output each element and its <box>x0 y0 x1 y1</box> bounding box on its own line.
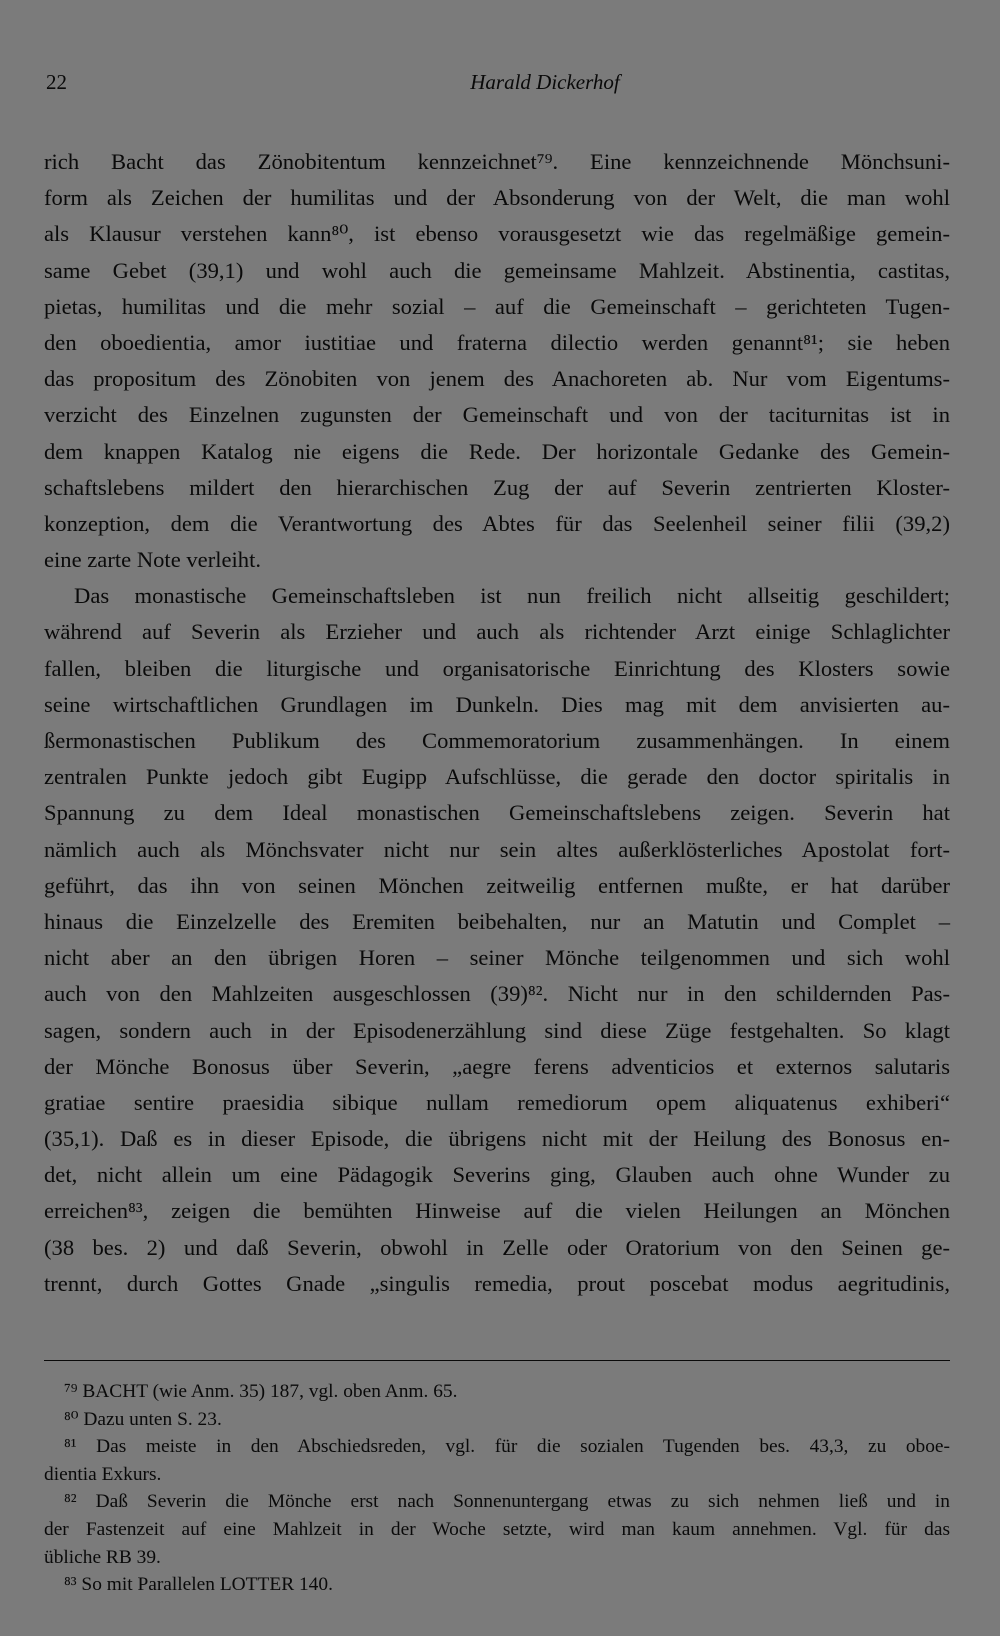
body-line: zentralen Punkte jedoch gibt Eugipp Aufschlüsse, die gerade den doctor spiritalis in <box>44 764 950 790</box>
body-line: erreichen⁸³, zeigen die bemühten Hinweise auf die vielen Heilungen an Mönchen <box>44 1198 950 1224</box>
body-line: auch von den Mahlzeiten ausgeschlossen (39)⁸². Nicht nur in den schildernden Pas- <box>44 981 950 1007</box>
body-line: schaftslebens mildert den hierarchischen Zug der auf Severin zentrierten Kloster- <box>44 474 950 500</box>
body-line: der Mönche Bonosus über Severin, „aegre ferens adventicios et externos salutaris <box>44 1053 950 1079</box>
body-line: (38 bes. 2) und daß Severin, obwohl in Zelle oder Oratorium von den Seinen ge- <box>44 1234 950 1260</box>
footnote-line: ⁷⁹ BACHT (wie Anm. 35) 187, vgl. oben Anm. 65. <box>64 1381 458 1402</box>
footnote-line: dientia Exkurs. <box>44 1463 162 1485</box>
body-line: form als Zeichen der humilitas und der Absonderung von der Welt, die man wohl <box>44 185 950 211</box>
body-line: seine wirtschaftlichen Grundlagen im Dunkeln. Dies mag mit dem anvisierten au- <box>44 691 950 717</box>
body-line: nicht aber an den übrigen Horen – seiner Mönche teilgenommen und sich wohl <box>44 945 950 971</box>
body-line: Spannung zu dem Ideal monastischen Gemeinschaftslebens zeigen. Severin hat <box>44 800 950 826</box>
body-line: verzicht des Einzelnen zugunsten der Gemeinschaft und von der taciturnitas ist in <box>44 402 950 428</box>
body-line: ßermonastischen Publikum des Commemoratorium zusammenhängen. In einem <box>44 728 950 753</box>
page-number: 22 <box>46 70 67 94</box>
body-line: als Klausur verstehen kann⁸⁰, ist ebenso vorausgesetzt wie das regelmäßige gemein- <box>44 221 950 247</box>
body-line: (35,1). Daß es in dieser Episode, die übrigens nicht mit der Heilung des Bonosus en- <box>44 1126 950 1152</box>
body-line: eine zarte Note verleiht. <box>44 547 262 573</box>
body-text <box>44 144 950 1302</box>
body-line: pietas, humilitas und die mehr sozial – auf die Gemeinschaft – gerichteten Tugen- <box>44 293 950 319</box>
body-line: den oboedientia, amor iustitiae und fraterna dilectio werden genannt⁸¹; sie heben <box>44 329 950 355</box>
body-line: nämlich auch als Mönchsvater nicht nur sein altes außerklösterliches Apostolat fort- <box>44 836 950 862</box>
footnote-line: der Fastenzeit auf eine Mahlzeit in der Woche setzte, wird man kaum annehmen. Vgl. für das <box>44 1518 950 1540</box>
footnote-line: ⁸³ So mit Parallelen LOTTER 140. <box>64 1574 333 1596</box>
body-line: rich Bacht das Zönobitentum kennzeichnet⁷⁹. Eine kennzeichnende Mönchsuni- <box>44 149 950 174</box>
body-line: hinaus die Einzelzelle des Eremiten beibehalten, nur an Matutin und Complet – <box>44 908 950 934</box>
footnote-line: ⁸² Daß Severin die Mönche erst nach Sonnenuntergang etwas zu sich nehmen ließ und in <box>64 1491 950 1513</box>
body-line: während auf Severin als Erzieher und auch als richtender Arzt einige Schlaglichter <box>44 619 950 645</box>
body-line: trennt, durch Gottes Gnade „singulis remedia, prout poscebat modus aegritudinis, <box>44 1270 950 1296</box>
body-line: das propositum des Zönobiten von jenem des Anachoreten ab. Nur vom Eigentums- <box>44 366 950 392</box>
body-line: det, nicht allein um eine Pädagogik Severins ging, Glauben auch ohne Wunder zu <box>44 1162 950 1188</box>
body-line: konzeption, dem die Verantwortung des Abtes für das Seelenheil seiner filii (39,2) <box>44 510 950 536</box>
footnote-line: übliche RB 39. <box>44 1546 161 1568</box>
body-line: gratiae sentire praesidia sibique nullam remediorum opem aliquatenus exhiberi“ <box>44 1089 950 1115</box>
body-line: same Gebet (39,1) und wohl auch die gemeinsame Mahlzeit. Abstinentia, castitas, <box>44 257 950 283</box>
body-line: dem knappen Katalog nie eigens die Rede. Der horizontale Gedanke des Gemein- <box>44 438 950 464</box>
body-line: fallen, bleiben die liturgische und organisatorische Einrichtung des Klosters sowie <box>44 655 950 681</box>
footnotes <box>44 1378 950 1599</box>
footnote-line: ⁸¹ Das meiste in den Abschiedsreden, vgl. für die sozialen Tugenden bes. 43,3, zu oboe- <box>64 1436 950 1458</box>
body-line: Das monastische Gemeinschaftsleben ist nun freilich nicht allseitig geschildert; <box>74 583 950 609</box>
body-line: sagen, sondern auch in der Episodenerzählung sind diese Züge festgehalten. So klagt <box>44 1017 950 1043</box>
running-header <box>46 70 954 100</box>
body-line: geführt, das ihn von seinen Mönchen zeitweilig entfernen mußte, er hat darüber <box>44 872 950 898</box>
running-head-author: Harald Dickerhof <box>470 70 620 94</box>
footnote-separator <box>44 1360 950 1361</box>
footnote-line: ⁸⁰ Dazu unten S. 23. <box>64 1408 222 1430</box>
